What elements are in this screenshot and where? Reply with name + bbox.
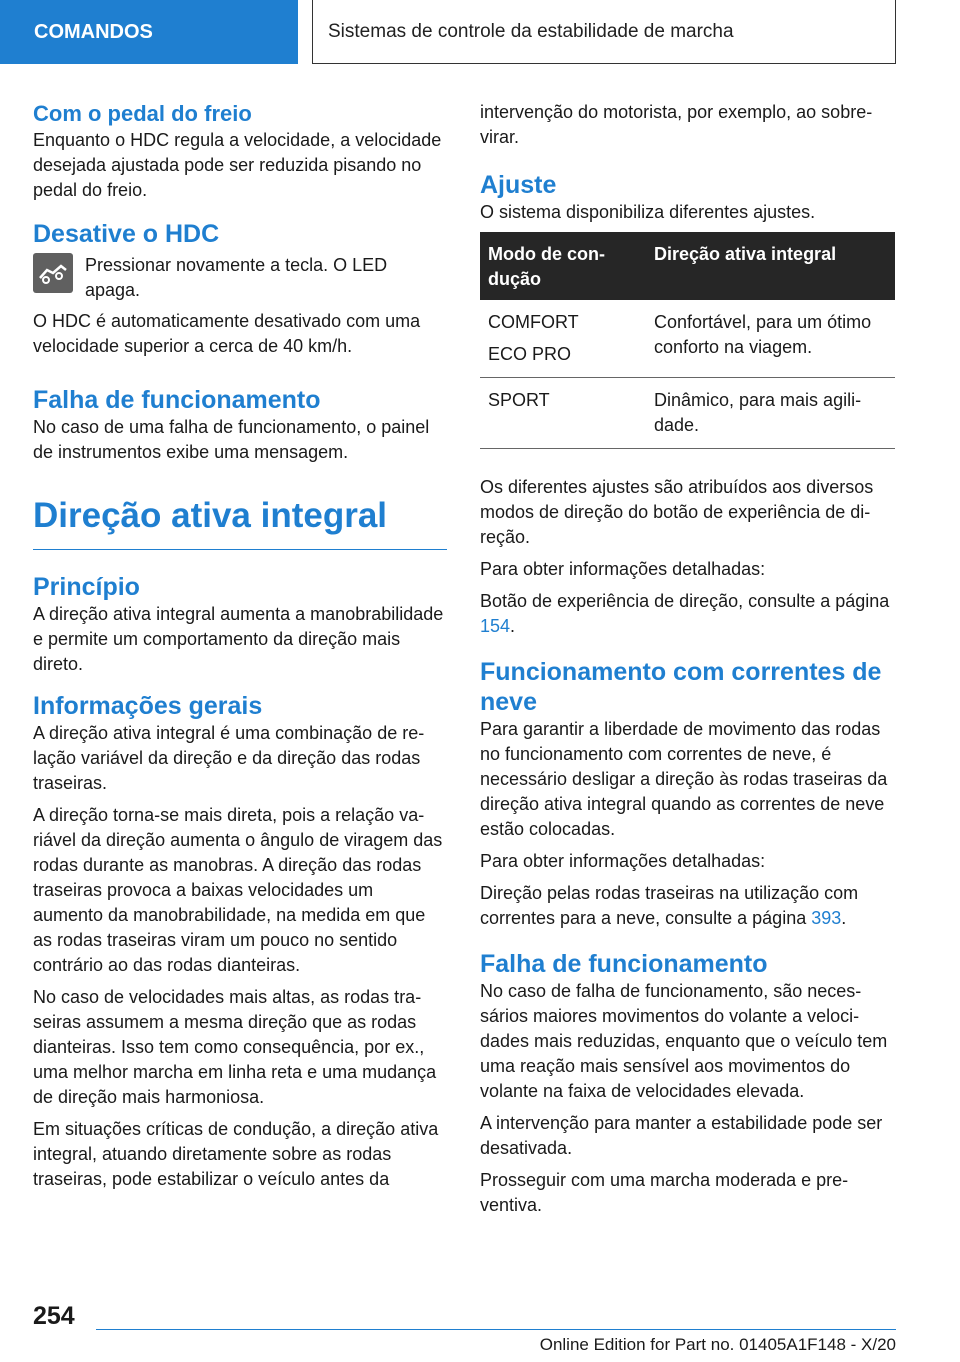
modes-table bbox=[480, 232, 895, 449]
deactivate-heading: Desative o HDC bbox=[33, 220, 220, 248]
malfunction-text-left: No caso de uma falha de funcionamento, o painel de instrumentos exibe uma mensagem. bbox=[33, 417, 430, 462]
header-title-box bbox=[312, 0, 896, 64]
chains-p1: Para garantir a liberdade de movimento das rodas no funcionamento com correntes de neve, é necessário desligar a direção às rodas traseiras da direção ativa integral quando as correntes de neve estão colocadas. bbox=[480, 719, 888, 839]
header-title: Sistemas de controle da estabilidade de marcha bbox=[328, 20, 734, 42]
mode-comfort: COMFORT bbox=[488, 312, 579, 332]
after-table-p3 bbox=[480, 589, 894, 639]
header-section-label: COMANDOS bbox=[34, 20, 153, 43]
header-section-tab bbox=[0, 0, 298, 64]
table-cell-desc: Confortável, para um ótimo conforto na viagem. bbox=[646, 300, 895, 378]
after-table-p2: Para obter informações detalhadas: bbox=[480, 559, 766, 579]
deactivate-text: Pressionar novamente a tecla. O LED apaga. bbox=[85, 255, 388, 300]
left-column bbox=[33, 100, 447, 1199]
table-cell-mode bbox=[480, 378, 646, 449]
table-row bbox=[480, 378, 895, 449]
chains-p3-end: . bbox=[841, 908, 847, 928]
page-link-154[interactable]: 154 bbox=[480, 616, 511, 636]
mode-sport: SPORT bbox=[488, 390, 550, 410]
after-table-p1: Os diferentes ajustes são atribuídos aos diversos modos de direção do botão de experiência de direção. bbox=[480, 477, 874, 547]
pedal-heading: Com o pedal do freio bbox=[33, 101, 252, 126]
table-header-steering: Direção ativa integral bbox=[646, 232, 895, 300]
mode-eco-pro: ECO PRO bbox=[488, 344, 572, 364]
hdc-button-icon bbox=[33, 253, 73, 293]
chains-heading: Funcionamento com correntes de neve bbox=[480, 658, 882, 716]
footer-edition: Online Edition for Part no. 01405A1F148 - X/20 bbox=[539, 1335, 896, 1354]
table-cell-mode bbox=[480, 300, 646, 378]
table-header-row bbox=[480, 232, 895, 300]
principle-text: A direção ativa integral aumenta a manobrabilidade e permite um comportamento da direção mais direto. bbox=[33, 604, 444, 674]
table-header-mode: Modo de condução bbox=[480, 232, 646, 300]
malfunction-p3: Prosseguir com uma marcha moderada e preventiva. bbox=[480, 1170, 849, 1215]
chains-p3 bbox=[480, 881, 894, 931]
adjust-heading: Ajuste bbox=[480, 171, 557, 199]
malfunction-p1: No caso de falha de funcionamento, são necessários maiores movimentos do volante a velocidades mais reduzidas, enquanto que o veículo tem uma reação mais sensível aos movimentos do volante na faixa de velocidades elevada. bbox=[480, 981, 888, 1101]
principle-heading: Princípio bbox=[33, 573, 140, 601]
chains-p2: Para obter informações detalhadas: bbox=[480, 851, 766, 871]
general-heading: Informações gerais bbox=[33, 692, 263, 720]
after-table-p3-end: . bbox=[510, 616, 516, 636]
right-column bbox=[480, 100, 894, 1225]
adjust-text: O sistema disponibiliza diferentes ajustes. bbox=[480, 202, 816, 222]
pedal-text: Enquanto o HDC regula a velocidade, a velocidade desejada ajustada pode ser reduzida pisando no pedal do freio. bbox=[33, 130, 442, 200]
malfunction-p2: A intervenção para manter a estabilidade pode ser desativada. bbox=[480, 1113, 883, 1158]
after-table-p3-text: Botão de experiência de direção, consulte a página bbox=[480, 591, 890, 611]
general-p1: A direção ativa integral é uma combinação de relação variável da direção e da direção das rodas traseiras. bbox=[33, 723, 425, 793]
continued-text: intervenção do motorista, por exemplo, ao sobrevirar. bbox=[480, 102, 873, 147]
chapter-title: Direção ativa integral bbox=[33, 495, 447, 550]
footer-divider bbox=[96, 1329, 896, 1330]
page-link-393[interactable]: 393 bbox=[811, 908, 842, 928]
deactivate-row bbox=[33, 253, 447, 303]
page-number: 254 bbox=[33, 1302, 75, 1330]
general-p3: No caso de velocidades mais altas, as rodas traseiras assumem a mesma direção que as rodas dianteiras. Isso tem como consequência, por ex., uma melhor marcha em linha reta e uma mudança de direção mais harmoniosa. bbox=[33, 987, 437, 1107]
chains-p3-text: Direção pelas rodas traseiras na utilização com correntes para a neve, consulte a página bbox=[480, 883, 859, 928]
general-p4: Em situações críticas de condução, a direção ativa integral, atuando diretamente sobre as rodas traseiras, pode estabilizar o veículo antes da bbox=[33, 1119, 439, 1189]
malfunction-heading-left: Falha de funcionamento bbox=[33, 386, 321, 414]
table-row bbox=[480, 300, 895, 378]
malfunction-heading-right: Falha de funcionamento bbox=[480, 950, 768, 978]
deactivate-text-2: O HDC é automaticamente desativado com uma velocidade superior a cerca de 40 km/h. bbox=[33, 311, 421, 356]
table-cell-desc: Dinâmico, para mais agilidade. bbox=[646, 378, 895, 449]
general-p2: A direção torna-se mais direta, pois a relação variável da direção aumenta o ângulo de viragem das rodas durante as manobras. A direção das rodas traseiras provoca a baixas velocidades um aumento da manobrabilidade, na medida em que as rodas traseiras viram um pouco no sentido contrário ao das rodas dianteiras. bbox=[33, 805, 443, 975]
